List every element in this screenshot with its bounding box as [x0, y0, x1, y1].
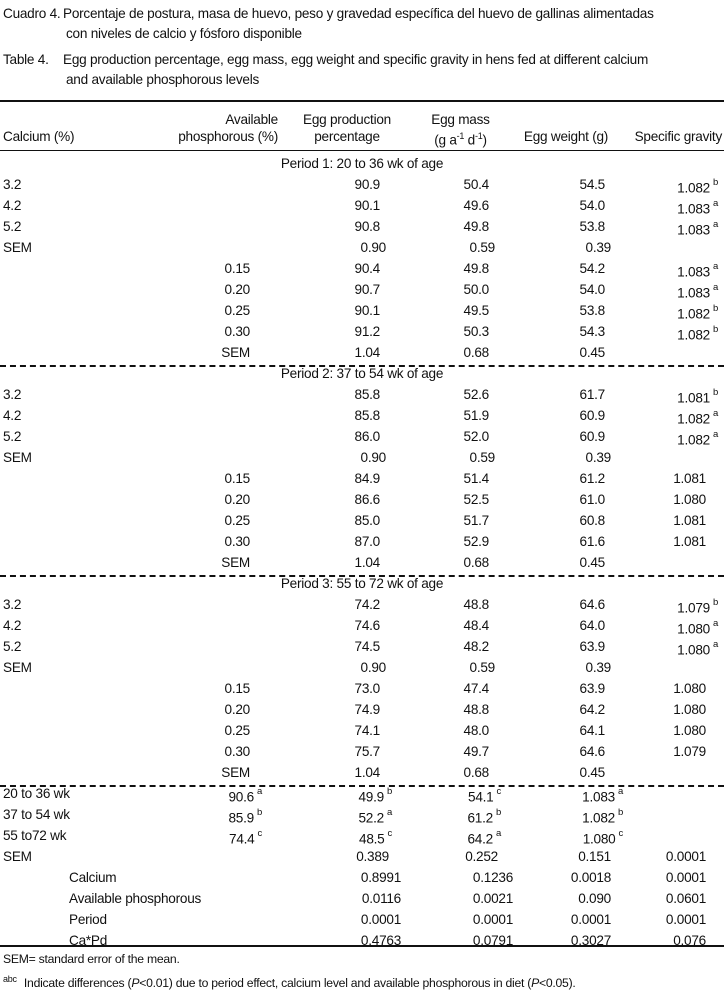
egg-mass-value: 49.8	[463, 219, 489, 234]
egg-production-value: 91.2	[354, 324, 380, 339]
egg-production-mean: 90.6 $^a$	[228, 786, 262, 805]
egg-mass-value: 52.0	[463, 429, 489, 444]
calcium-level: 5.2	[3, 639, 22, 654]
phosphorous-level: 0.15	[224, 471, 250, 486]
egg-mass-sem: 0.59	[469, 660, 495, 675]
sem-label: SEM	[3, 849, 32, 864]
egg-mass-mean: 48.5 $^c$	[359, 828, 392, 847]
specific-gravity-pvalue: 0.0001	[665, 870, 706, 885]
egg-weight-value: 53.8	[579, 303, 605, 318]
period-title: Period 2: 37 to 54 wk of age	[280, 366, 444, 381]
effect-label: Ca*Pd	[69, 933, 108, 948]
egg-weight-sem: 0.39	[585, 450, 611, 465]
calcium-row	[0, 615, 724, 636]
egg-production-value: 87.0	[354, 534, 380, 549]
egg-mass-value: 50.4	[463, 177, 489, 192]
specific-gravity-value: 1.080 $^a$	[677, 639, 718, 658]
phosphorous-row	[0, 300, 724, 321]
specific-gravity-value: 1.081	[673, 471, 706, 486]
egg-production-value: 74.6	[354, 618, 380, 633]
phosphorous-sem-row	[0, 762, 724, 783]
phosphorous-level: 0.25	[224, 723, 250, 738]
specific-gravity-value: 1.082 $^b$	[677, 177, 718, 196]
calcium-level: 4.2	[3, 198, 22, 213]
header-rule	[0, 150, 724, 151]
calcium-level: 5.2	[3, 219, 22, 234]
calcium-row	[0, 594, 724, 615]
phosphorous-row	[0, 678, 724, 699]
sem-label: SEM	[3, 660, 32, 675]
egg-production-value: 73.0	[354, 681, 380, 696]
egg-production-value: 85.8	[354, 408, 380, 423]
egg-production-mean: 85.9 $^b$	[228, 807, 262, 826]
egg-weight-value: 60.8	[579, 513, 605, 528]
phosphorous-row	[0, 258, 724, 279]
egg-weight-value: 60.9	[579, 408, 605, 423]
egg-mass-value: 47.4	[463, 681, 489, 696]
egg-mass-sem: 0.68	[463, 555, 489, 570]
egg-production-value: 74.1	[354, 723, 380, 738]
phosphorous-row	[0, 531, 724, 552]
egg-weight-sem: 0.39	[585, 660, 611, 675]
phosphorous-level: 0.25	[224, 303, 250, 318]
phosphorous-row	[0, 699, 724, 720]
egg-production-value: 74.9	[354, 702, 380, 717]
effect-label: Period	[69, 912, 107, 927]
egg-weight-sem: 0.151	[578, 849, 611, 864]
phosphorous-level: 0.15	[224, 261, 250, 276]
egg-mass-pvalue: 0.0791	[472, 933, 513, 948]
egg-mass-value: 51.7	[463, 513, 489, 528]
calcium-row	[0, 426, 724, 447]
egg-weight-value: 60.9	[579, 429, 605, 444]
egg-mass-sem: 0.68	[463, 345, 489, 360]
egg-production-pvalue: 0.8991	[360, 870, 401, 885]
bottom-rule	[0, 945, 724, 947]
egg-mass-mean: 52.2 $^a$	[358, 807, 392, 826]
egg-mass-value: 48.8	[463, 702, 489, 717]
egg-mass-value: 48.0	[463, 723, 489, 738]
phosphorous-level: 0.30	[224, 324, 250, 339]
egg-weight-value: 61.2	[579, 471, 605, 486]
egg-mass-value: 52.9	[463, 534, 489, 549]
specific-gravity-value: 1.081	[673, 513, 706, 528]
egg-mass-value: 49.8	[463, 261, 489, 276]
header-calcium: Calcium (%)	[3, 129, 75, 144]
phosphorous-sem-row	[0, 552, 724, 573]
caption-spanish	[3, 4, 654, 44]
sem-label: SEM	[3, 450, 32, 465]
sem-row	[0, 846, 724, 867]
period-mean-row	[0, 825, 724, 846]
phosphorous-row	[0, 720, 724, 741]
phosphorous-row	[0, 279, 724, 300]
header-egg-production: Egg production percentage	[303, 112, 391, 144]
egg-mass-value: 51.9	[463, 408, 489, 423]
footnote-abc: $^{abc}$ Indicate differences (P<0.01) due to period effect, calcium level and available phosphorous in diet (P<0.05).	[3, 974, 576, 991]
calcium-level: 4.2	[3, 408, 22, 423]
sem-label: SEM	[221, 345, 250, 360]
specific-gravity-sem: 0.0001	[665, 849, 706, 864]
egg-production-sem: 0.389	[356, 849, 389, 864]
specific-gravity-mean: 1.083 $^a$	[582, 786, 623, 805]
egg-mass-value: 50.3	[463, 324, 489, 339]
egg-weight-mean: 54.1 $^c$	[468, 786, 501, 805]
egg-production-sem: 0.90	[360, 660, 386, 675]
egg-weight-pvalue: 0.0018	[570, 870, 611, 885]
egg-production-sem: 1.04	[354, 345, 380, 360]
effect-label: Available phosphorous	[69, 891, 202, 906]
egg-weight-value: 54.0	[579, 282, 605, 297]
specific-gravity-value: 1.080	[673, 723, 706, 738]
egg-production-value: 90.7	[354, 282, 380, 297]
egg-production-value: 74.2	[354, 597, 380, 612]
caption-english	[3, 50, 648, 90]
egg-weight-pvalue: 0.3027	[570, 933, 611, 948]
phosphorous-row	[0, 510, 724, 531]
sem-label: SEM	[3, 240, 32, 255]
top-rule	[0, 100, 724, 102]
caption-es-number: Cuadro 4.	[3, 6, 61, 21]
egg-weight-value: 54.2	[579, 261, 605, 276]
specific-gravity-value: 1.081	[673, 534, 706, 549]
egg-weight-value: 53.8	[579, 219, 605, 234]
caption-en-line2: and available phosphorous levels	[66, 72, 260, 87]
egg-production-value: 84.9	[354, 471, 380, 486]
phosphorous-level: 0.20	[224, 702, 250, 717]
phosphorous-row	[0, 321, 724, 342]
egg-weight-pvalue: 0.0001	[570, 912, 611, 927]
specific-gravity-value: 1.080 $^a$	[677, 618, 718, 637]
specific-gravity-value: 1.083 $^a$	[677, 198, 718, 217]
egg-weight-value: 64.0	[579, 618, 605, 633]
egg-mass-value: 48.2	[463, 639, 489, 654]
specific-gravity-value: 1.082 $^b$	[677, 303, 718, 322]
egg-mass-pvalue: 0.0021	[472, 891, 513, 906]
egg-mass-value: 49.5	[463, 303, 489, 318]
egg-weight-value: 63.9	[579, 681, 605, 696]
egg-mass-value: 48.4	[463, 618, 489, 633]
egg-weight-value: 63.9	[579, 639, 605, 654]
caption-en-number: Table 4.	[3, 52, 49, 67]
specific-gravity-mean: 1.082 $^b$	[582, 807, 623, 826]
egg-weight-value: 64.6	[579, 744, 605, 759]
egg-production-sem: 1.04	[354, 765, 380, 780]
phosphorous-sem-row	[0, 342, 724, 363]
egg-weight-mean: 64.2 $^a$	[467, 828, 501, 847]
period-label: 37 to 54 wk	[3, 807, 70, 822]
caption-es-line2: con niveles de calcio y fósforo disponible	[66, 26, 302, 41]
egg-production-pvalue: 0.0116	[361, 891, 401, 906]
egg-production-sem: 1.04	[354, 555, 380, 570]
egg-mass-value: 50.0	[463, 282, 489, 297]
egg-mass-pvalue: 0.0001	[472, 912, 513, 927]
pvalue-row	[0, 909, 724, 930]
specific-gravity-value: 1.080	[673, 681, 706, 696]
specific-gravity-value: 1.082 $^a$	[677, 408, 718, 427]
calcium-level: 3.2	[3, 597, 22, 612]
phosphorous-level: 0.30	[224, 534, 250, 549]
egg-mass-value: 52.6	[463, 387, 489, 402]
calcium-sem-row	[0, 237, 724, 258]
specific-gravity-value: 1.082 $^a$	[677, 429, 718, 448]
phosphorous-level: 0.15	[224, 681, 250, 696]
calcium-row	[0, 384, 724, 405]
calcium-level: 3.2	[3, 177, 22, 192]
egg-production-value: 85.0	[354, 513, 380, 528]
calcium-row	[0, 195, 724, 216]
egg-mass-mean: 49.9 $^b$	[358, 786, 392, 805]
header-egg-weight: Egg weight (g)	[523, 129, 609, 144]
caption-es-line1: Porcentaje de postura, masa de huevo, peso y gravedad específica del huevo de gallinas alimentadas	[63, 6, 654, 21]
egg-weight-value: 64.6	[579, 597, 605, 612]
egg-production-value: 90.4	[354, 261, 380, 276]
effect-label: Calcium	[69, 870, 117, 885]
egg-weight-pvalue: 0.090	[578, 891, 611, 906]
period-mean-row	[0, 783, 724, 804]
egg-mass-sem: 0.68	[463, 765, 489, 780]
calcium-sem-row	[0, 447, 724, 468]
egg-mass-value: 52.5	[463, 492, 489, 507]
phosphorous-level: 0.25	[224, 513, 250, 528]
phosphorous-row	[0, 489, 724, 510]
calcium-level: 3.2	[3, 387, 22, 402]
egg-production-value: 90.9	[354, 177, 380, 192]
specific-gravity-value: 1.083 $^a$	[677, 282, 718, 301]
specific-gravity-pvalue: 0.0001	[665, 912, 706, 927]
header-specific-gravity: Specific gravity	[634, 129, 722, 144]
phosphorous-level: 0.20	[224, 282, 250, 297]
egg-mass-pvalue: 0.1236	[472, 870, 513, 885]
egg-mass-sem: 0.59	[469, 240, 495, 255]
egg-mass-sem: 0.252	[465, 849, 498, 864]
sem-label: SEM	[221, 765, 250, 780]
period-label: 55 to72 wk	[3, 828, 67, 843]
period-title: Period 3: 55 to 72 wk of age	[280, 576, 444, 591]
egg-mass-value: 51.4	[463, 471, 489, 486]
pvalue-row	[0, 888, 724, 909]
phosphorous-level: 0.30	[224, 744, 250, 759]
egg-weight-sem: 0.39	[585, 240, 611, 255]
specific-gravity-value: 1.083 $^a$	[677, 219, 718, 238]
egg-production-value: 85.8	[354, 387, 380, 402]
egg-weight-value: 54.3	[579, 324, 605, 339]
calcium-level: 5.2	[3, 429, 22, 444]
specific-gravity-value: 1.080	[673, 702, 706, 717]
egg-production-value: 74.5	[354, 639, 380, 654]
egg-production-pvalue: 0.0001	[360, 912, 401, 927]
pvalue-row	[0, 930, 724, 951]
egg-weight-mean: 61.2 $^b$	[467, 807, 501, 826]
egg-production-mean: 74.4 $^c$	[229, 828, 262, 847]
phosphorous-level: 0.20	[224, 492, 250, 507]
specific-gravity-value: 1.081 $^b$	[677, 387, 718, 406]
egg-production-pvalue: 0.4763	[360, 933, 401, 948]
egg-weight-value: 54.0	[579, 198, 605, 213]
specific-gravity-value: 1.079	[673, 744, 706, 759]
period-mean-row	[0, 804, 724, 825]
header-egg-mass: Egg mass (g $a^{-1}$ $d^{-1}$)	[431, 112, 490, 148]
calcium-row	[0, 216, 724, 237]
period-label: 20 to 36 wk	[3, 786, 70, 801]
pvalue-row	[0, 867, 724, 888]
specific-gravity-mean: 1.080 $^c$	[582, 828, 623, 847]
specific-gravity-value: 1.083 $^a$	[677, 261, 718, 280]
egg-weight-sem: 0.45	[579, 555, 605, 570]
calcium-sem-row	[0, 657, 724, 678]
egg-weight-value: 61.0	[579, 492, 605, 507]
egg-production-value: 86.6	[354, 492, 380, 507]
specific-gravity-value: 1.079 $^b$	[677, 597, 718, 616]
egg-production-value: 86.0	[354, 429, 380, 444]
egg-production-value: 90.1	[354, 303, 380, 318]
phosphorous-row	[0, 468, 724, 489]
egg-production-value: 90.8	[354, 219, 380, 234]
header-phosphorous: Available phosphorous (%)	[178, 112, 278, 144]
egg-weight-value: 64.1	[579, 723, 605, 738]
egg-production-value: 90.1	[354, 198, 380, 213]
specific-gravity-pvalue: 0.0601	[665, 891, 706, 906]
calcium-row	[0, 405, 724, 426]
egg-mass-value: 49.6	[463, 198, 489, 213]
egg-weight-value: 61.6	[579, 534, 605, 549]
egg-mass-value: 48.8	[463, 597, 489, 612]
egg-weight-sem: 0.45	[579, 765, 605, 780]
specific-gravity-pvalue: 0.076	[673, 933, 706, 948]
egg-weight-value: 61.7	[579, 387, 605, 402]
calcium-row	[0, 174, 724, 195]
egg-production-sem: 0.90	[360, 450, 386, 465]
sem-label: SEM	[221, 555, 250, 570]
egg-weight-value: 54.5	[579, 177, 605, 192]
footnote-sem: SEM= standard error of the mean.	[3, 952, 180, 966]
caption-en-line1: Egg production percentage, egg mass, egg weight and specific gravity in hens fed at different calcium	[63, 52, 649, 67]
egg-weight-sem: 0.45	[579, 345, 605, 360]
egg-mass-sem: 0.59	[469, 450, 495, 465]
calcium-level: 4.2	[3, 618, 22, 633]
phosphorous-row	[0, 741, 724, 762]
egg-mass-value: 49.7	[463, 744, 489, 759]
egg-production-value: 75.7	[354, 744, 380, 759]
period-title: Period 1: 20 to 36 wk of age	[280, 156, 444, 171]
egg-weight-value: 64.2	[579, 702, 605, 717]
egg-production-sem: 0.90	[360, 240, 386, 255]
specific-gravity-value: 1.080	[673, 492, 706, 507]
calcium-row	[0, 636, 724, 657]
specific-gravity-value: 1.082 $^b$	[677, 324, 718, 343]
